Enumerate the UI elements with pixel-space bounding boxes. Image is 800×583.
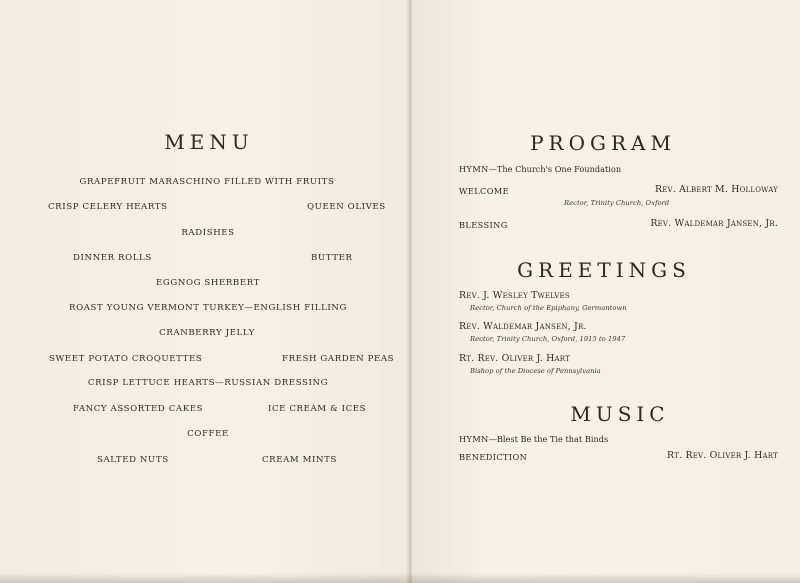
menu-item-celery: CRISP CELERY HEARTS	[48, 202, 168, 212]
menu-item-cakes: FANCY ASSORTED CAKES	[73, 404, 204, 414]
menu-title: MENU	[164, 130, 254, 154]
menu-item-cranberry: CRANBERRY JELLY	[159, 328, 255, 338]
music-benediction-name: Rt. Rev. Oliver J. Hart	[666, 450, 778, 461]
menu-item-nuts: SALTED NUTS	[97, 455, 169, 465]
menu-item-croquettes: SWEET POTATO CROQUETTES	[49, 354, 203, 364]
menu-item-sherbert: EGGNOG SHERBERT	[156, 278, 260, 288]
greeting-name-2: Rev. Waldemar Jansen, Jr.	[459, 321, 587, 332]
greetings-title: GREETINGS	[517, 258, 691, 282]
menu-item-turkey: ROAST YOUNG VERMONT TURKEY—ENGLISH FILLING	[69, 303, 347, 313]
program-page	[412, 0, 800, 583]
menu-item-lettuce: CRISP LETTUCE HEARTS—RUSSIAN DRESSING	[87, 378, 329, 388]
menu-item-butter: BUTTER	[311, 253, 353, 263]
program-welcome-title: Rector, Trinity Church, Oxford	[564, 199, 670, 207]
program-hymn	[459, 164, 621, 174]
menu-item-coffee: COFFEE	[187, 429, 229, 439]
greeting-name-3: Rt. Rev. Oliver J. Hart	[459, 353, 571, 364]
program-welcome-label: WELCOME	[459, 186, 509, 196]
menu-item-rolls: DINNER ROLLS	[73, 253, 152, 263]
menu-item-olives: QUEEN OLIVES	[307, 202, 386, 212]
program-blessing-name: Rev. Waldemar Jansen, Jr.	[650, 218, 778, 229]
music-hymn-label: HYMN	[459, 434, 489, 444]
menu-item-radishes: RADISHES	[181, 228, 235, 238]
music-benediction-label: BENEDICTION	[459, 452, 528, 462]
greeting-title-2: Rector, Trinity Church, Oxford, 1915 to 1947	[470, 335, 626, 343]
program-blessing-label: BLESSING	[459, 220, 508, 230]
menu-item-peas: FRESH GARDEN PEAS	[282, 354, 395, 364]
menu-item-icecream: ICE CREAM & ICES	[268, 404, 367, 414]
greeting-title-1: Rector, Church of the Epiphany, Germantown	[470, 304, 627, 312]
menu-item-mints: CREAM MINTS	[262, 455, 337, 465]
program-title: PROGRAM	[530, 131, 676, 155]
greeting-title-3: Bishop of the Diocese of Pennsylvania	[470, 367, 601, 375]
music-hymn-text: —Blest Be the Tie that Binds	[488, 434, 609, 444]
program-welcome-name: Rev. Albert M. Holloway	[654, 184, 778, 195]
program-hymn-label: HYMN	[459, 164, 489, 174]
music-hymn	[459, 434, 608, 444]
page-bottom-edge	[0, 573, 800, 583]
program-hymn-text: —The Church's One Foundation	[488, 164, 622, 174]
menu-item-grapefruit: GRAPEFRUIT MARASCHINO FILLED WITH FRUITS	[79, 177, 335, 187]
greeting-name-1: Rev. J. Wesley Twelves	[459, 290, 570, 301]
music-title: MUSIC	[570, 402, 670, 426]
